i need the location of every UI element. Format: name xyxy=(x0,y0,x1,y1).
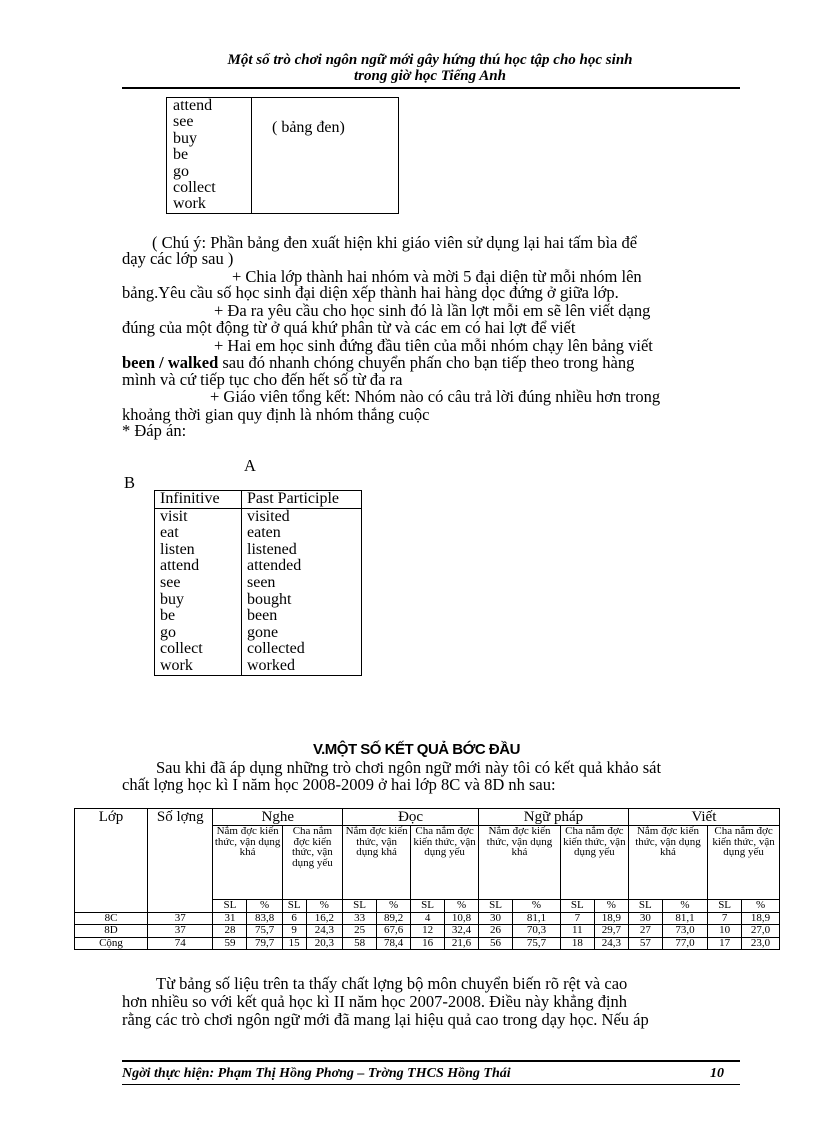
conclusion-line-2: hơn nhiều so với kết quả học kì II năm học 2007-2008. Điều này khẳng định xyxy=(122,992,628,1011)
header-good: Nắm đợc kiến thức, vận dụng khá xyxy=(213,826,282,900)
cell-sl: 7 xyxy=(560,912,594,925)
participle-cell: bought xyxy=(242,592,362,609)
step3-line-1: + Hai em học sinh đứng đầu tiên của mỗi nhóm chạy lên bảng viết xyxy=(214,336,653,355)
verb-item: go xyxy=(173,162,189,180)
answer-table xyxy=(154,490,362,676)
header-weak: Cha nắm đợc kiến thức, vận dụng yếu xyxy=(708,826,780,900)
cell-pct: 83,8 xyxy=(247,912,282,925)
table-row xyxy=(155,625,362,642)
cell-sl: 12 xyxy=(411,925,445,938)
step3-line-3: mình và cứ tiếp tục cho đến hết số từ đa ra xyxy=(122,370,403,389)
cell-sl: 30 xyxy=(479,912,513,925)
infinitive-cell: collect xyxy=(155,641,242,658)
infinitive-cell: see xyxy=(155,575,242,592)
cell-sl: 4 xyxy=(411,912,445,925)
header-pct: % xyxy=(445,900,479,913)
table-row xyxy=(155,592,362,609)
verb-item: buy xyxy=(173,129,197,147)
page-header xyxy=(150,52,710,84)
note-line-2: dạy các lớp sau ) xyxy=(122,249,234,268)
cell-pct: 24,3 xyxy=(594,937,628,950)
results-table xyxy=(74,808,780,950)
cell-pct: 89,2 xyxy=(377,912,411,925)
header-good: Nắm đợc kiến thức, vận dụng khá xyxy=(479,826,561,900)
cell-pct: 75,7 xyxy=(247,925,282,938)
verb-item: see xyxy=(173,113,194,131)
section-intro-1: Sau khi đã áp dụng những trò chơi ngôn ngữ mới này tôi có kết quả khảo sát xyxy=(156,758,662,777)
verb-board-table xyxy=(166,97,399,214)
cell-sl: 15 xyxy=(282,937,306,950)
cell-sl: 31 xyxy=(213,912,247,925)
step2-line-1: + Đa ra yêu cầu cho học sinh đó là lần lợt mỗi em sẽ lên viết dạng xyxy=(214,301,651,320)
table-row xyxy=(155,575,362,592)
cell-sl: 59 xyxy=(213,937,247,950)
cell-sl: 26 xyxy=(479,925,513,938)
conclusion-line-3: rằng các trò chơi ngôn ngữ mới đã mang lại hiệu quả cao trong dạy học. Nếu áp xyxy=(122,1010,649,1029)
infinitive-cell: visit xyxy=(155,508,242,525)
cell-pct: 67,6 xyxy=(377,925,411,938)
header-pct: % xyxy=(377,900,411,913)
cell-pct: 16,2 xyxy=(306,912,343,925)
cell-pct: 81,1 xyxy=(662,912,707,925)
participle-cell: eaten xyxy=(242,525,362,542)
cell-sl: 6 xyxy=(282,912,306,925)
header-pct: % xyxy=(662,900,707,913)
cell-sl: 30 xyxy=(628,912,662,925)
cell-sl: 57 xyxy=(628,937,662,950)
participle-cell: collected xyxy=(242,641,362,658)
header-doc: Đọc xyxy=(343,809,479,826)
verb-item: collect xyxy=(173,179,216,197)
participle-cell: visited xyxy=(242,508,362,525)
participle-cell: listened xyxy=(242,542,362,559)
infinitive-cell: attend xyxy=(155,558,242,575)
header-viet: Viết xyxy=(628,809,779,826)
header-weak: Cha nắm đợc kiến thức, vận dụng yếu xyxy=(411,826,479,900)
header-ngu-phap: Ngữ pháp xyxy=(479,809,629,826)
step4-line-2: khoảng thời gian quy định là nhóm thắng cuộc xyxy=(122,405,430,424)
footer-rule xyxy=(122,1060,740,1062)
cell-sl: 33 xyxy=(343,912,377,925)
step3-line-2 xyxy=(122,355,634,371)
step1-line-2: bảng.Yêu cầu số học sinh đại diện xếp thành hai hàng dọc đứng ở giữa lớp. xyxy=(122,283,619,302)
cell-sl: 11 xyxy=(560,925,594,938)
cell-pct: 81,1 xyxy=(513,912,561,925)
infinitive-cell: listen xyxy=(155,542,242,559)
participle-cell: gone xyxy=(242,625,362,642)
section-intro-2: chất lợng học kì I năm học 2008-2009 ở hai lớp 8C và 8D nh sau: xyxy=(122,775,556,794)
page-number: 10 xyxy=(710,1066,724,1081)
header-rule xyxy=(122,87,740,89)
cell-lop: Cộng xyxy=(75,937,148,950)
cell-lop: 8D xyxy=(75,925,148,938)
conclusion-line-1: Từ bảng số liệu trên ta thấy chất lợng bộ môn chuyển biến rõ rệt và cao xyxy=(156,974,628,993)
section-title: V.MỘT SỐ KẾT QUẢ BỚC ĐẦU xyxy=(313,741,520,758)
step4-line-1: + Giáo viên tổng kết: Nhóm nào có câu trả lời đúng nhiều hơn trong xyxy=(210,387,661,406)
cell-pct: 32,4 xyxy=(445,925,479,938)
results-body xyxy=(75,912,780,950)
participle-cell: been xyxy=(242,608,362,625)
header-title-line1: Một số trò chơi ngôn ngữ mới gây hứng thú học tập cho học sinh xyxy=(227,52,633,68)
header-sl: SL xyxy=(213,900,247,913)
header-sl: SL xyxy=(628,900,662,913)
header-pct: % xyxy=(247,900,282,913)
cell-sl: 17 xyxy=(708,937,742,950)
cell-pct: 21,6 xyxy=(445,937,479,950)
cell-sl: 10 xyxy=(708,925,742,938)
step2-line-2: đúng của một động từ ở quá khứ phân từ và các em có hai lợt để viết xyxy=(122,318,576,337)
participle-cell: worked xyxy=(242,658,362,675)
cell-sl: 27 xyxy=(628,925,662,938)
table-row xyxy=(155,542,362,559)
cell-sl: 58 xyxy=(343,937,377,950)
header-nghe: Nghe xyxy=(213,809,343,826)
table-row xyxy=(75,912,780,925)
cell-pct: 20,3 xyxy=(306,937,343,950)
header-pct: % xyxy=(513,900,561,913)
cell-pct: 27,0 xyxy=(742,925,780,938)
verb-item: work xyxy=(173,195,206,213)
cell-sl: 9 xyxy=(282,925,306,938)
table-row xyxy=(155,658,362,675)
note-line-1: ( Chú ý: Phần bảng đen xuất hiện khi giáo viên sử dụng lại hai tấm bìa để xyxy=(152,233,638,252)
table-row xyxy=(155,641,362,658)
cell-so-luong: 37 xyxy=(148,912,213,925)
header-pct: % xyxy=(306,900,343,913)
step3-line-2-rest: sau đó nhanh chóng chuyển phấn cho bạn tiếp theo trong hàng xyxy=(218,353,635,372)
header-sl: SL xyxy=(708,900,742,913)
infinitive-cell: eat xyxy=(155,525,242,542)
cell-pct: 78,4 xyxy=(377,937,411,950)
participle-cell: seen xyxy=(242,575,362,592)
footer-author: Ngời thực hiện: Phạm Thị Hồng Phơng – Trờng THCS Hồng Thái xyxy=(122,1066,511,1081)
infinitive-cell: be xyxy=(155,608,242,625)
cell-sl: 7 xyxy=(708,912,742,925)
header-weak: Cha nắm đợc kiến thức, vận dụng yếu xyxy=(282,826,342,900)
header-sl: SL xyxy=(479,900,513,913)
table-row xyxy=(75,937,780,950)
cell-lop: 8C xyxy=(75,912,148,925)
table-row xyxy=(155,558,362,575)
header-sl: SL xyxy=(282,900,306,913)
cell-pct: 10,8 xyxy=(445,912,479,925)
table-row xyxy=(155,608,362,625)
step3-bold-words: been / walked xyxy=(122,353,219,372)
col-past-participle: Past Participle xyxy=(242,491,362,509)
answer-label: * Đáp án: xyxy=(122,421,187,440)
header-pct: % xyxy=(742,900,780,913)
step1-line-1: + Chia lớp thành hai nhóm và mời 5 đại diện từ mỗi nhóm lên xyxy=(232,267,642,286)
cell-pct: 73,0 xyxy=(662,925,707,938)
cell-pct: 24,3 xyxy=(306,925,343,938)
table-row xyxy=(75,925,780,938)
header-good: Nắm đợc kiến thức, vận dụng khá xyxy=(628,826,707,900)
board-label: ( bảng đen) xyxy=(272,119,345,136)
infinitive-cell: work xyxy=(155,658,242,675)
header-weak: Cha nắm đợc kiến thức, vận dụng yếu xyxy=(560,826,628,900)
footer-rule-bottom xyxy=(122,1084,740,1085)
cell-sl: 56 xyxy=(479,937,513,950)
verb-item: be xyxy=(173,146,189,164)
table-row xyxy=(155,508,362,525)
cell-so-luong: 74 xyxy=(148,937,213,950)
cell-pct: 23,0 xyxy=(742,937,780,950)
board-cell xyxy=(252,98,399,214)
cell-pct: 18,9 xyxy=(594,912,628,925)
header-good: Nắm đợc kiến thức, vận dụng khá xyxy=(343,826,411,900)
header-sl: SL xyxy=(560,900,594,913)
table-row xyxy=(155,525,362,542)
infinitive-cell: buy xyxy=(155,592,242,609)
cell-pct: 75,7 xyxy=(513,937,561,950)
header-pct: % xyxy=(594,900,628,913)
answer-label-b: B xyxy=(124,473,136,492)
cell-pct: 70,3 xyxy=(513,925,561,938)
header-sl: SL xyxy=(411,900,445,913)
cell-so-luong: 37 xyxy=(148,925,213,938)
answer-label-a: A xyxy=(244,456,256,475)
cell-sl: 18 xyxy=(560,937,594,950)
cell-sl: 25 xyxy=(343,925,377,938)
cell-pct: 77,0 xyxy=(662,937,707,950)
cell-pct: 79,7 xyxy=(247,937,282,950)
cell-pct: 29,7 xyxy=(594,925,628,938)
header-so-luong: Số lợng xyxy=(148,809,213,913)
header-lop: Lớp xyxy=(75,809,148,913)
cell-pct: 18,9 xyxy=(742,912,780,925)
header-title-line2: trong giờ học Tiếng Anh xyxy=(354,68,506,84)
infinitive-cell: go xyxy=(155,625,242,642)
verb-list-cell xyxy=(167,98,252,214)
col-infinitive: Infinitive xyxy=(155,491,242,509)
participle-cell: attended xyxy=(242,558,362,575)
verb-item: attend xyxy=(173,97,213,114)
cell-sl: 28 xyxy=(213,925,247,938)
cell-sl: 16 xyxy=(411,937,445,950)
header-sl: SL xyxy=(343,900,377,913)
